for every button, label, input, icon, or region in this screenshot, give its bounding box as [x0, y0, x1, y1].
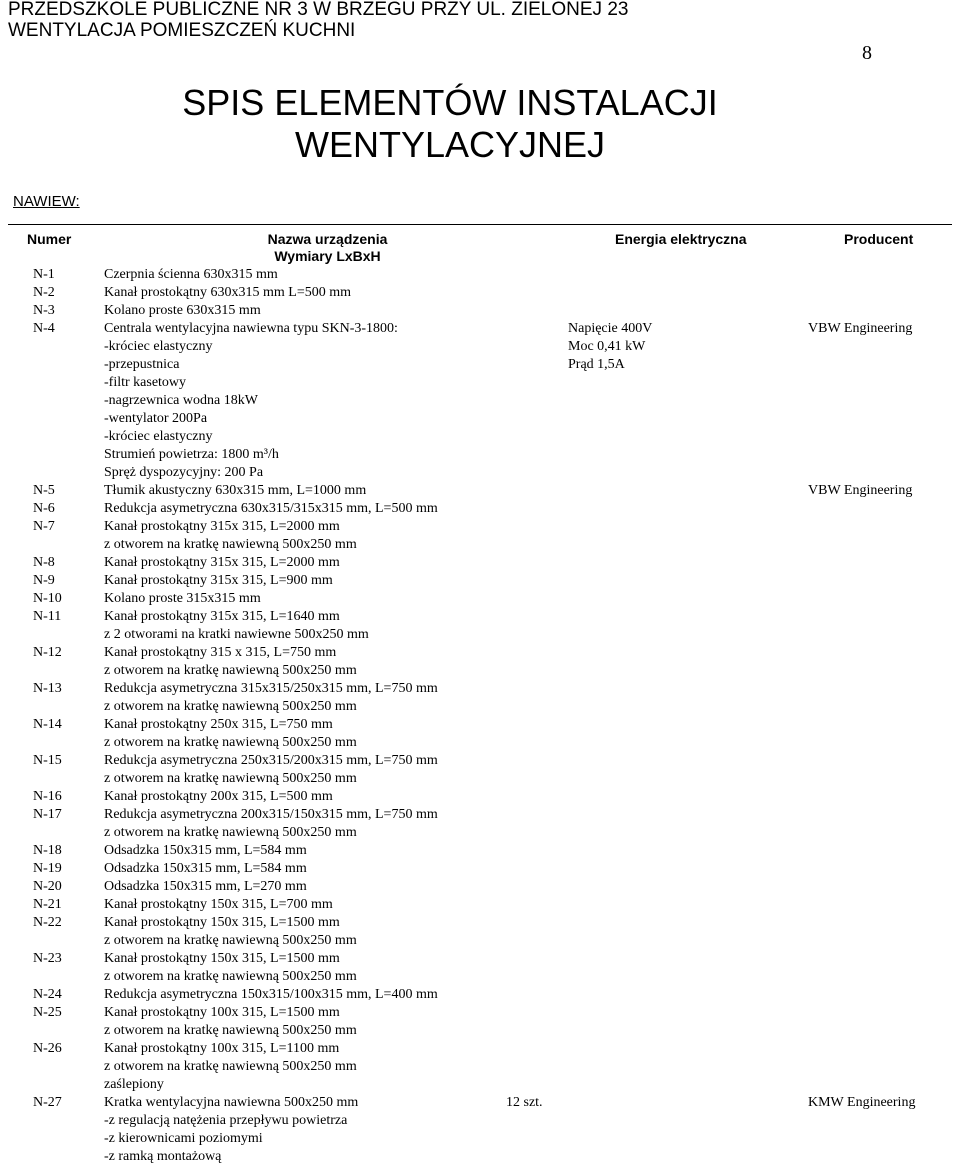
- document-header-line-2: WENTYLACJA POMIESZCZEŃ KUCHNI: [8, 20, 356, 41]
- row-number: N-25: [33, 1005, 62, 1020]
- table-row: [0, 590, 960, 608]
- row-number: N-1: [33, 267, 55, 282]
- row-number: N-8: [33, 555, 55, 570]
- row-description: [104, 500, 544, 518]
- equipment-table-body: [0, 266, 960, 1166]
- row-description-line: Kanał prostokątny 315 x 315, L=750 mm: [104, 645, 337, 660]
- row-description: [104, 284, 544, 302]
- table-row: [0, 806, 960, 842]
- row-description: [104, 608, 544, 644]
- row-number: N-4: [33, 321, 55, 336]
- row-description-line: Redukcja asymetryczna 150x315/100x315 mm, L=400 mm: [104, 987, 438, 1002]
- row-number: N-15: [33, 753, 62, 768]
- row-number: N-16: [33, 789, 62, 804]
- row-description-line: zaślepiony: [104, 1077, 164, 1092]
- row-number: N-10: [33, 591, 62, 606]
- row-number: N-22: [33, 915, 62, 930]
- table-row: [0, 752, 960, 788]
- row-description-line: z otworem na kratkę nawiewną 500x250 mm: [104, 933, 357, 948]
- row-description-line: -z regulacją natężenia przepływu powietrza: [104, 1113, 348, 1128]
- table-row: [0, 680, 960, 716]
- row-description-line: z otworem na kratkę nawiewną 500x250 mm: [104, 1059, 357, 1074]
- row-description-line: Kolano proste 315x315 mm: [104, 591, 261, 606]
- row-description-line: Odsadzka 150x315 mm, L=584 mm: [104, 861, 307, 876]
- row-description-line: -z ramką montażową: [104, 1149, 222, 1164]
- row-description: [104, 752, 544, 788]
- row-description-line: Kanał prostokątny 315x 315, L=2000 mm: [104, 519, 340, 534]
- row-description-line: Kanał prostokątny 315x 315, L=2000 mm: [104, 555, 340, 570]
- row-description: [104, 302, 544, 320]
- row-description: [104, 1040, 544, 1094]
- row-description-line: z otworem na kratkę nawiewną 500x250 mm: [104, 1023, 357, 1038]
- table-row: [0, 500, 960, 518]
- row-quantity: 12 szt.: [506, 1095, 543, 1110]
- table-row: [0, 716, 960, 752]
- table-row: [0, 518, 960, 554]
- table-row: [0, 896, 960, 914]
- row-number: N-20: [33, 879, 62, 894]
- column-header-producer: Producent: [844, 231, 914, 247]
- row-description-line: Kanał prostokątny 630x315 mm L=500 mm: [104, 285, 352, 300]
- row-number: N-9: [33, 573, 55, 588]
- row-description-line: Kanał prostokątny 315x 315, L=900 mm: [104, 573, 333, 588]
- table-row: [0, 1004, 960, 1040]
- table-row: [0, 266, 960, 284]
- row-description-line: -króciec elastyczny: [104, 429, 213, 444]
- row-number: N-3: [33, 303, 55, 318]
- row-number: N-19: [33, 861, 62, 876]
- row-description-line: Kanał prostokątny 150x 315, L=700 mm: [104, 897, 333, 912]
- document-header-line-1: PRZEDSZKOLE PUBLICZNE NR 3 W BRZEGU PRZY UL. ZIELONEJ 23: [8, 0, 629, 20]
- column-header-name: [265, 231, 390, 265]
- row-description: [104, 518, 544, 554]
- row-description-line: Kanał prostokątny 315x 315, L=1640 mm: [104, 609, 340, 624]
- table-row: [0, 842, 960, 860]
- row-description-line: z 2 otworami na kratki nawiewne 500x250 mm: [104, 627, 369, 642]
- page-number: 8: [862, 42, 872, 64]
- column-header-number: Numer: [27, 231, 72, 247]
- section-heading: NAWIEW:: [13, 193, 80, 210]
- page-title-line-1: SPIS ELEMENTÓW INSTALACJI: [182, 82, 718, 123]
- row-number: N-12: [33, 645, 62, 660]
- table-row: [0, 914, 960, 950]
- page-title: [0, 82, 900, 166]
- row-number: N-14: [33, 717, 62, 732]
- row-description: [104, 842, 544, 860]
- row-description: [104, 788, 544, 806]
- row-number: N-17: [33, 807, 62, 822]
- row-number: N-6: [33, 501, 55, 516]
- table-row: [0, 284, 960, 302]
- row-description: [104, 860, 544, 878]
- row-description: [104, 320, 544, 482]
- row-description-line: Spręż dyspozycyjny: 200 Pa: [104, 465, 264, 480]
- row-description-line: Kanał prostokątny 150x 315, L=1500 mm: [104, 951, 340, 966]
- row-description: [104, 716, 544, 752]
- row-number: N-26: [33, 1041, 62, 1056]
- row-description: [104, 950, 544, 986]
- column-header-name-sub: Wymiary LxBxH: [274, 248, 381, 264]
- column-header-name-title: Nazwa urządzenia: [267, 231, 388, 247]
- table-row: [0, 482, 960, 500]
- row-description-line: -z kierownicami poziomymi: [104, 1131, 263, 1146]
- row-description: [104, 680, 544, 716]
- row-description-line: z otworem na kratkę nawiewną 500x250 mm: [104, 537, 357, 552]
- row-producer: KMW Engineering: [808, 1095, 916, 1110]
- row-description-line: -nagrzewnica wodna 18kW: [104, 393, 258, 408]
- column-header-energy: Energia elektryczna: [615, 231, 747, 247]
- row-description: [104, 590, 544, 608]
- row-number: N-18: [33, 843, 62, 858]
- table-row: [0, 572, 960, 590]
- table-row: [0, 608, 960, 644]
- row-description-line: Strumień powietrza: 1800 m³/h: [104, 447, 279, 462]
- row-description-line: Centrala wentylacyjna nawiewna typu SKN-3-1800:: [104, 321, 398, 336]
- row-number: N-21: [33, 897, 62, 912]
- row-description: [104, 266, 544, 284]
- table-top-rule: [8, 224, 952, 225]
- table-row: [0, 860, 960, 878]
- row-energy-line: Napięcie 400V: [568, 321, 653, 336]
- row-description-line: -filtr kasetowy: [104, 375, 187, 390]
- row-description-line: z otworem na kratkę nawiewną 500x250 mm: [104, 969, 357, 984]
- row-description-line: Kanał prostokątny 200x 315, L=500 mm: [104, 789, 333, 804]
- row-description-line: Kanał prostokątny 150x 315, L=1500 mm: [104, 915, 340, 930]
- row-description-line: Redukcja asymetryczna 250x315/200x315 mm, L=750 mm: [104, 753, 438, 768]
- row-description-line: Tłumik akustyczny 630x315 mm, L=1000 mm: [104, 483, 367, 498]
- row-description-line: Redukcja asymetryczna 200x315/150x315 mm, L=750 mm: [104, 807, 438, 822]
- row-producer: VBW Engineering: [808, 321, 913, 336]
- row-description-line: Czerpnia ścienna 630x315 mm: [104, 267, 278, 282]
- row-description: [104, 644, 544, 680]
- row-energy: [568, 320, 652, 374]
- row-description-line: Kanał prostokątny 100x 315, L=1500 mm: [104, 1005, 340, 1020]
- row-description-line: z otworem na kratkę nawiewną 500x250 mm: [104, 735, 357, 750]
- row-description: [104, 554, 544, 572]
- row-description: [104, 914, 544, 950]
- table-row: [0, 554, 960, 572]
- row-description-line: -przepustnica: [104, 357, 180, 372]
- row-number: N-13: [33, 681, 62, 696]
- row-description: [104, 878, 544, 896]
- row-number: N-23: [33, 951, 62, 966]
- row-number: N-27: [33, 1095, 62, 1110]
- table-row: [0, 878, 960, 896]
- row-number: N-24: [33, 987, 62, 1002]
- row-energy-line: Moc 0,41 kW: [568, 339, 646, 354]
- row-number: N-11: [33, 609, 62, 624]
- row-description-line: z otworem na kratkę nawiewną 500x250 mm: [104, 825, 357, 840]
- table-row: [0, 788, 960, 806]
- table-row: [0, 950, 960, 986]
- row-description-line: z otworem na kratkę nawiewną 500x250 mm: [104, 663, 357, 678]
- table-row: [0, 1094, 960, 1166]
- row-description: [104, 1004, 544, 1040]
- row-description-line: Redukcja asymetryczna 630x315/315x315 mm, L=500 mm: [104, 501, 438, 516]
- row-description-line: z otworem na kratkę nawiewną 500x250 mm: [104, 699, 357, 714]
- row-description-line: z otworem na kratkę nawiewną 500x250 mm: [104, 771, 357, 786]
- row-number: N-7: [33, 519, 55, 534]
- row-description-line: Kolano proste 630x315 mm: [104, 303, 261, 318]
- row-description: [104, 482, 544, 500]
- table-row: [0, 644, 960, 680]
- row-description-line: Kanał prostokątny 250x 315, L=750 mm: [104, 717, 333, 732]
- table-row: [0, 1040, 960, 1094]
- row-description-line: Kratka wentylacyjna nawiewna 500x250 mm: [104, 1095, 359, 1110]
- row-description: [104, 986, 544, 1004]
- row-description: [104, 806, 544, 842]
- row-energy-line: Prąd 1,5A: [568, 357, 625, 372]
- table-row: [0, 302, 960, 320]
- page-title-line-2: WENTYLACYJNEJ: [294, 124, 606, 165]
- row-producer: VBW Engineering: [808, 483, 913, 498]
- row-number: N-5: [33, 483, 55, 498]
- table-row: [0, 320, 960, 482]
- row-number: N-2: [33, 285, 55, 300]
- row-description-line: Odsadzka 150x315 mm, L=270 mm: [104, 879, 307, 894]
- table-row: [0, 986, 960, 1004]
- row-description-line: -wentylator 200Pa: [104, 411, 208, 426]
- row-description-line: -króciec elastyczny: [104, 339, 213, 354]
- row-description: [104, 572, 544, 590]
- row-description-line: Redukcja asymetryczna 315x315/250x315 mm, L=750 mm: [104, 681, 438, 696]
- row-description: [104, 896, 544, 914]
- row-description-line: Odsadzka 150x315 mm, L=584 mm: [104, 843, 307, 858]
- row-description: [104, 1094, 544, 1166]
- row-description-line: Kanał prostokątny 100x 315, L=1100 mm: [104, 1041, 340, 1056]
